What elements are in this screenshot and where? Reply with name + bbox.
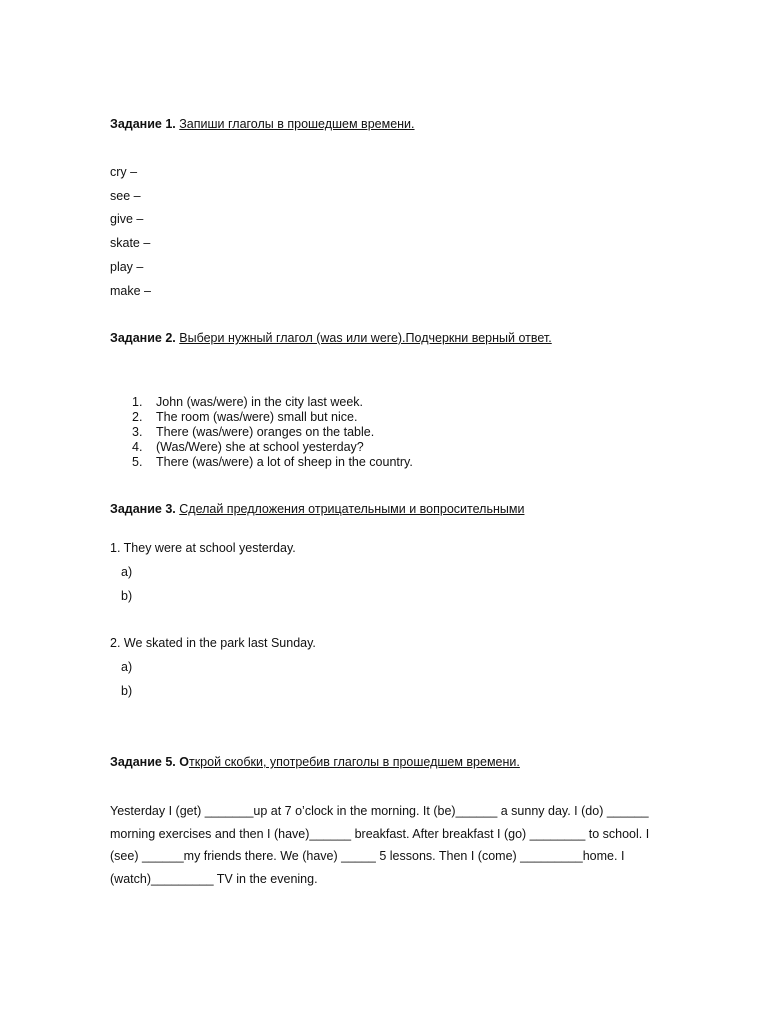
task1-instruction: Запиши глаголы в прошедшем времени. xyxy=(179,117,415,131)
verb-cry: cry – xyxy=(110,165,138,179)
list-item-number: 1. xyxy=(132,395,143,409)
task2-title xyxy=(110,331,552,345)
list-item-text: There (was/were) a lot of sheep in the country. xyxy=(156,455,413,470)
list-item xyxy=(132,425,413,440)
task5-line-1: Yesterday I (get) _______up at 7 o’clock in the morning. It (be)______ a sunny day. I (do) ______ xyxy=(110,804,649,818)
list-item-number: 5. xyxy=(132,455,143,470)
task5-title xyxy=(110,755,520,769)
verb-see: see – xyxy=(110,189,141,203)
task1-title xyxy=(110,117,415,131)
list-item-number: 2. xyxy=(132,410,143,425)
task2-instruction: Выбери нужный глагол (was или were).Подчеркни верный ответ. xyxy=(179,331,552,345)
task3-instruction: Сделай предложения отрицательными и вопросительными xyxy=(179,502,525,516)
list-item xyxy=(132,455,413,470)
task2-label: Задание 2. xyxy=(110,331,176,345)
task3-label: Задание 3. xyxy=(110,502,176,516)
verb-play: play – xyxy=(110,260,144,274)
list-item-text: (Was/Were) she at school yesterday? xyxy=(156,440,364,455)
verb-skate: skate – xyxy=(110,236,151,250)
list-item-number: 4. xyxy=(132,440,143,455)
list-item xyxy=(132,395,413,410)
task5-paragraph xyxy=(110,800,705,890)
answer-a-label: a) xyxy=(121,660,133,674)
answer-a-label: a) xyxy=(121,565,133,579)
verb-give: give – xyxy=(110,212,144,226)
list-item-text: There (was/were) oranges on the table. xyxy=(156,425,375,440)
list-item-text: The room (was/were) small but nice. xyxy=(156,410,358,425)
list-item xyxy=(132,410,413,425)
answer-b-label: b) xyxy=(121,589,133,603)
task1-label: Задание 1. xyxy=(110,117,176,131)
task5-instruction: ткрой скобки, употребив глаголы в прошедшем времени. xyxy=(188,755,520,769)
task5-line-4: (watch)_________ TV in the evening. xyxy=(110,871,318,886)
task5-line-2: morning exercises and then I (have)______ breakfast. After breakfast I (go) ________ to school. I xyxy=(110,826,650,841)
task5-line-3: (see) ______my friends there. We (have) _____ 5 lessons. Then I (come) _________home. I xyxy=(110,849,625,863)
verb-make: make – xyxy=(110,284,151,298)
task5-label: Задание 5. xyxy=(110,755,176,769)
task5-instruction-first-letter: О xyxy=(179,755,189,769)
task3-sentence-2: 2. We skated in the park last Sunday. xyxy=(110,636,316,650)
list-item-number: 3. xyxy=(132,425,143,440)
answer-b-label: b) xyxy=(121,684,133,698)
task3-sentence-1: 1. They were at school yesterday. xyxy=(110,541,296,555)
task3-title xyxy=(110,502,524,516)
task2-list xyxy=(132,395,413,470)
list-item-text: John (was/were) in the city last week. xyxy=(156,395,364,409)
list-item xyxy=(132,440,413,455)
